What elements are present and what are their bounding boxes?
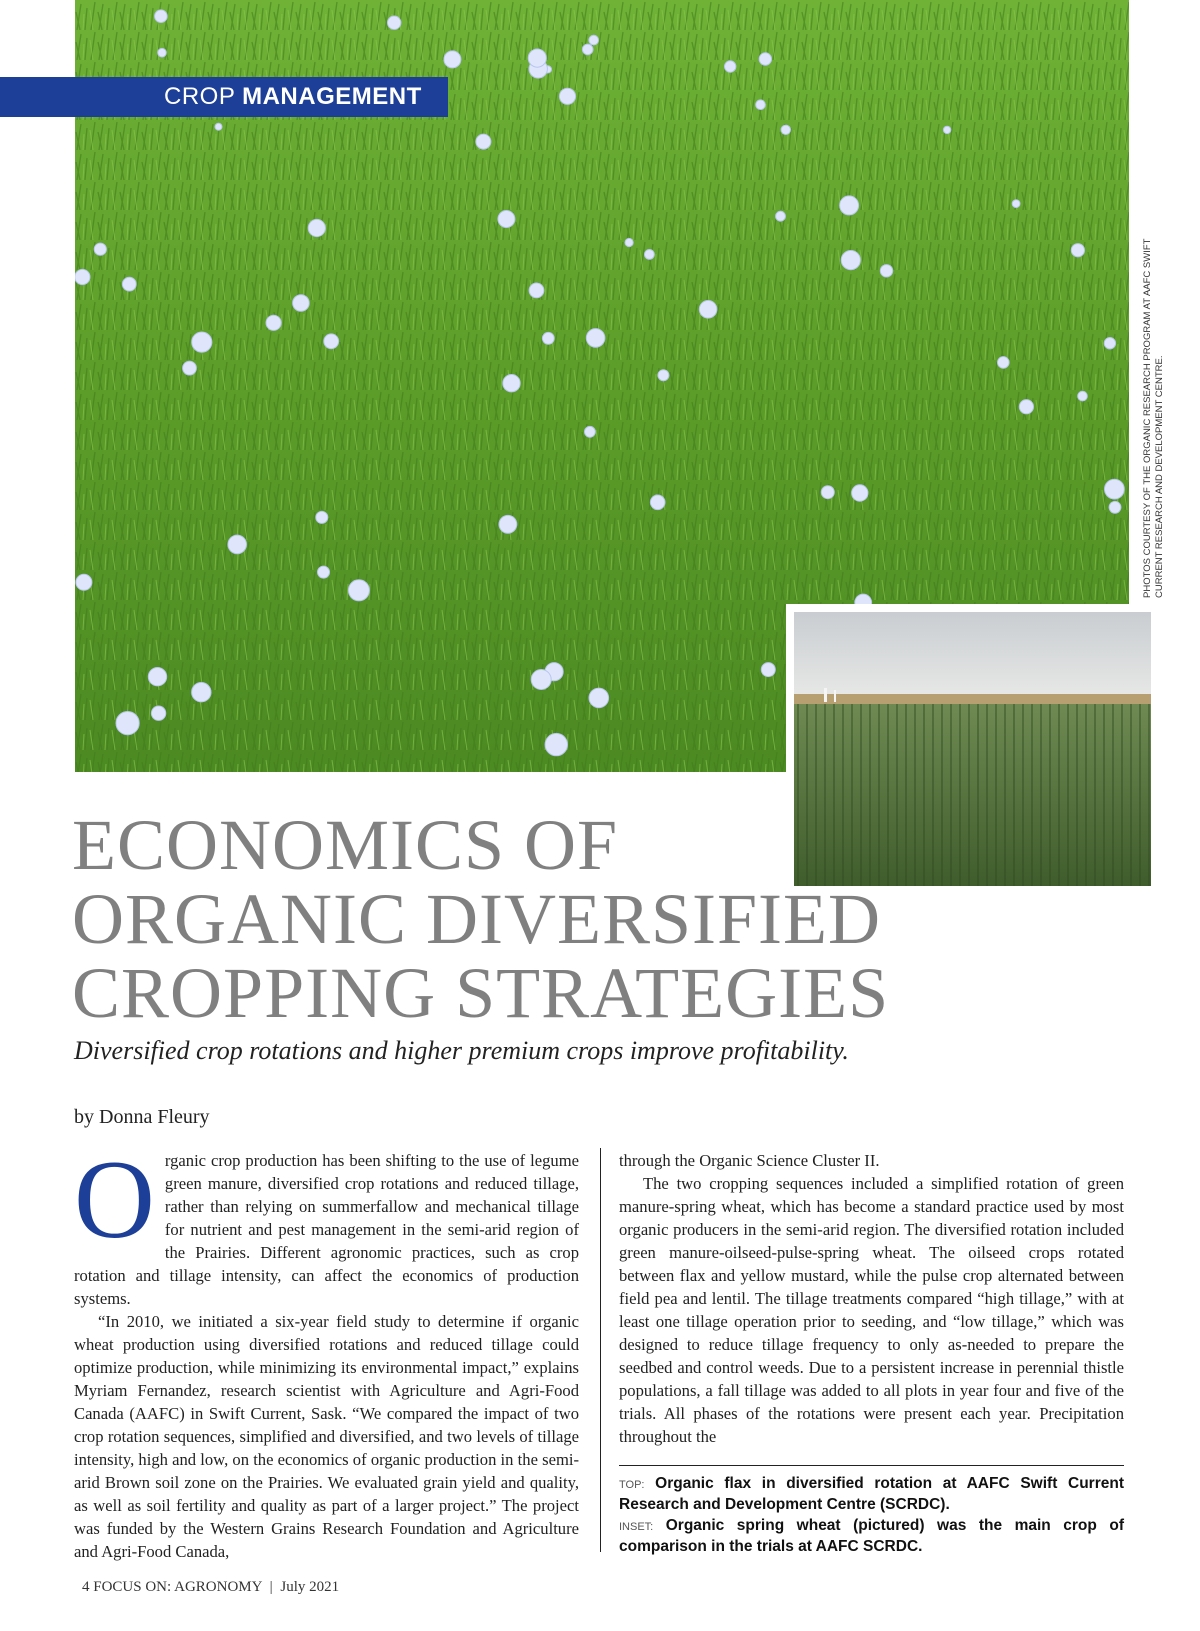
flax-flower — [776, 211, 786, 221]
flax-flower — [318, 566, 330, 578]
headline — [72, 805, 932, 1033]
deck-subtitle: Diversified crop rotations and higher premium crops improve profitability. — [74, 1036, 849, 1065]
flax-flower — [499, 515, 517, 533]
page-footer — [82, 1579, 339, 1596]
flax-flower — [585, 426, 596, 437]
paragraph-text: rganic crop production has been shifting to the use of legume green manure, diversified crop rotations and reduced tillage, rather than relying on summerfallow and mechanical tillage for nutrient and pest management in the semi-arid region of the Prairies. Different agronomic practices, such as crop rotation and tillage intensity, can affect the economics of production systems. — [74, 1151, 579, 1308]
issue-date: July 2021 — [280, 1579, 340, 1595]
flax-flower — [116, 712, 139, 735]
flax-flower — [155, 10, 168, 23]
flax-flower — [725, 61, 736, 72]
flax-flower — [531, 670, 551, 690]
flax-flower — [589, 35, 599, 45]
flax-flower — [528, 49, 546, 67]
flax-flower — [781, 125, 790, 134]
flax-flower — [943, 126, 950, 133]
page-number: 4 — [82, 1579, 90, 1595]
flax-flower — [699, 301, 717, 319]
flax-flower — [761, 663, 775, 677]
flax-flower — [542, 332, 554, 344]
flax-flower — [151, 706, 165, 720]
flax-flower — [215, 123, 222, 130]
flax-flower — [852, 485, 868, 501]
article-column-right — [619, 1149, 1124, 1448]
flax-flower — [476, 134, 491, 149]
flax-flower — [1104, 338, 1115, 349]
article-column-left — [74, 1138, 579, 1563]
flax-flower — [821, 486, 834, 499]
caption-text: Organic flax in diversified rotation at AAFC Swift Current Research and Development Centre (SCRDC). — [619, 1475, 1124, 1513]
flax-flower — [324, 334, 339, 349]
flax-flower — [293, 295, 310, 312]
flax-flower — [308, 219, 325, 236]
headline-line-2: ORGANIC DIVERSIFIED — [72, 879, 881, 959]
flax-flower — [76, 574, 92, 590]
flax-flower — [559, 88, 575, 104]
flax-flower — [1078, 391, 1088, 401]
flax-flower — [589, 688, 609, 708]
flax-flower — [586, 329, 605, 348]
footer-separator: | — [269, 1579, 273, 1595]
caption-tag: TOP: — [619, 1479, 645, 1491]
flax-flower — [841, 251, 860, 270]
flax-flower — [1071, 244, 1084, 257]
publication-name: FOCUS ON: AGRONOMY — [93, 1579, 262, 1595]
flax-flower — [1105, 479, 1125, 499]
caption-text: Organic spring wheat (pictured) was the main crop of comparison in the trials at AAFC SCRDC. — [619, 1517, 1124, 1555]
article-paragraph: The two cropping sequences included a simplified rotation of green manure-spring wheat, which has become a standard practice used by most organic producers in the semi-arid region. The diversified rotation included green manure-oilseed-pulse-spring wheat. The oilseed crops rotated between flax and yellow mustard, while the pulse crop alternated between field pea and lentil. The tillage treatments compared “high tillage,” with at least one tillage operation prior to seeding, and “low tillage,” which was designed to reduce tillage frequency to only as-needed to prepare the seedbed and control weeds. Due to a persistent increase in perennial thistle populations, a fall tillage was added to all plots in year four and five of the trials. All phases of the rotations were present each year. Precipitation throughout the — [619, 1174, 1124, 1446]
headline-line-3: CROPPING STRATEGIES — [72, 953, 890, 1033]
flax-flower — [122, 277, 136, 291]
caption-tag: INSET: — [619, 1521, 654, 1533]
byline: by Donna Fleury — [74, 1106, 210, 1128]
flax-flower — [756, 100, 766, 110]
section-banner — [0, 77, 448, 117]
flax-flower — [880, 265, 892, 277]
flax-flower — [1019, 400, 1033, 414]
flax-flower — [192, 332, 212, 352]
flax-flower — [658, 370, 669, 381]
flax-flower — [388, 16, 401, 29]
flax-flower — [266, 315, 281, 330]
flax-flower — [94, 243, 106, 255]
article-paragraph: “In 2010, we initiated a six-year field study to determine if organic wheat production using diversified rotations and reduced tillage could optimize production, while minimizing its environmental impact,” explains Myriam Fernandez, research scientist with Agriculture and Agri-Food Canada (AAFC) in Swift Current, Sask. “We compared the impact of two crop rotation sequences, simplified and diversified, and two levels of tillage intensity, high and low, on the economics of organic production in the semi-arid Brown soil zone on the Prairies. We evaluated grain yield and quality, as well as soil fertility and quality as part of a larger project.” The project was funded by the Western Grains Research Foundation and Agriculture and Agri-Food Canada, — [74, 1312, 579, 1561]
flax-flower — [192, 683, 211, 702]
flax-flower — [158, 48, 167, 57]
flax-flower — [529, 283, 544, 298]
flax-flower — [316, 511, 328, 523]
caption-inset — [619, 1516, 1124, 1557]
flax-flower — [625, 238, 633, 246]
flax-flower — [75, 269, 90, 284]
flax-flower — [228, 535, 247, 554]
headline-line-1: ECONOMICS OF — [72, 805, 619, 885]
flax-flower — [348, 580, 369, 601]
photo-captions — [619, 1465, 1124, 1558]
article-paragraph: through the Organic Science Cluster II. — [619, 1151, 880, 1170]
flax-flower — [840, 196, 859, 215]
flax-flower — [498, 211, 515, 228]
flax-flower — [998, 357, 1010, 369]
flax-flower — [183, 361, 197, 375]
flax-flower — [1012, 200, 1020, 208]
section-label-bold: MANAGEMENT — [242, 83, 422, 110]
flax-flower — [444, 51, 461, 68]
caption-top — [619, 1474, 1124, 1515]
flax-flower — [148, 668, 166, 686]
flax-flower — [1109, 501, 1121, 513]
drop-cap: O — [74, 1138, 155, 1262]
flax-flower — [759, 53, 771, 65]
flax-flower — [645, 250, 655, 260]
flax-flower — [650, 495, 665, 510]
article-paragraph — [74, 1138, 579, 1310]
column-divider — [600, 1148, 601, 1552]
flax-flower — [503, 375, 520, 392]
section-label-light: CROP — [164, 83, 235, 110]
flax-flower — [582, 44, 593, 55]
photo-credit: PHOTOS COURTESY OF THE ORGANIC RESEARCH PROGRAM AT AAFC SWIFT CURRENT RESEARCH AND DEVELOPMENT CENTRE. — [1142, 238, 1165, 598]
flax-flower — [545, 733, 567, 755]
